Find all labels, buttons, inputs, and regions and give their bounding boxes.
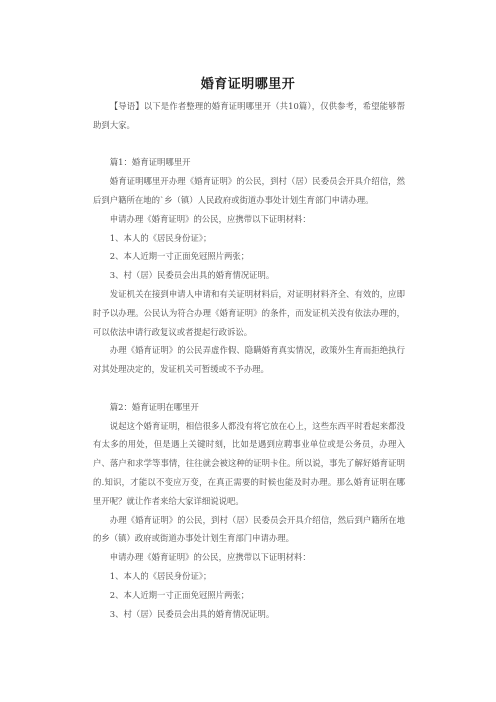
section1-paragraph: 婚育证明哪里开办理《婚育证明》的公民，到村（居）民委员会开具介绍信，然后到户籍所在地的`乡（镇）人民政府或街道办事处计划生育部门申请办理。 bbox=[93, 176, 405, 205]
section2-list-item: 2、本人近期一寸正面免冠照片两张； bbox=[109, 589, 250, 600]
document-title: 婚育证明哪里开 bbox=[200, 77, 296, 92]
section1-paragraph: 申请办理《婚育证明》的公民，应携带以下证明材料： bbox=[109, 213, 311, 224]
section2-paragraph: 说起这个婚育证明，相信很多人都没有将它放在心上，这些东西平时看起来都没有太多的用处，但是遇上关键时刻，比如是遇到应聘事业单位或是公务员，办理入户、落户和求学等事情，往往就会被这种的证明卡住。所以说，事先了解好婚育证明的.知识，才能以不变应万变，在真正需要的时候也能及时办理。那么婚育证明在哪里开呢？就让作者来给大家详细说说吧。 bbox=[93, 420, 405, 506]
intro-paragraph: 【导语】以下是作者整理的婚育证明哪里开（共10篇），仅供参考，希望能够帮助到大家。 bbox=[93, 101, 405, 130]
document-body bbox=[93, 97, 405, 623]
section1-paragraph: 办理《婚育证明》的公民弄虚作假、隐瞒婚育真实情况，政策外生育而拒绝执行对其处理决定的，发证机关可暂缓或不予办理。 bbox=[93, 345, 405, 375]
section2-paragraph: 办理《婚育证明》的公民，到村（居）民委员会开具介绍信，然后到户籍所在地的乡（镇）政府或街道办事处计划生育部门申请办理。 bbox=[93, 514, 405, 544]
section2-list-item: 3、村（居）民委员会出具的婚育情况证明。 bbox=[109, 608, 275, 619]
spacer bbox=[93, 379, 405, 398]
section2-paragraph: 申请办理《婚育证明》的公民，应携带以下证明材料： bbox=[109, 552, 311, 563]
section1-list-item: 2、本人近期一寸正面免冠照片两张； bbox=[109, 251, 250, 262]
section1-heading: 篇1：婚育证明哪里开 bbox=[109, 157, 191, 168]
section1-paragraph: 发证机关在接到申请人申请和有关证明材料后，对证明材料齐全、有效的，应即时予以办理。公民认为符合办理《婚育证明》的条件，而发证机关没有依法办理的，可以依法申请行政复议或者提起行政诉讼。 bbox=[93, 288, 405, 337]
section2-heading: 篇2：婚育证明在哪里开 bbox=[109, 401, 199, 412]
section2-list-item: 1、本人的《居民身份证》； bbox=[109, 570, 212, 581]
section1-list-item: 3、村（居）民委员会出具的婚育情况证明。 bbox=[109, 270, 275, 281]
section1-list-item: 1、本人的《居民身份证》； bbox=[109, 232, 212, 243]
spacer bbox=[93, 135, 405, 154]
